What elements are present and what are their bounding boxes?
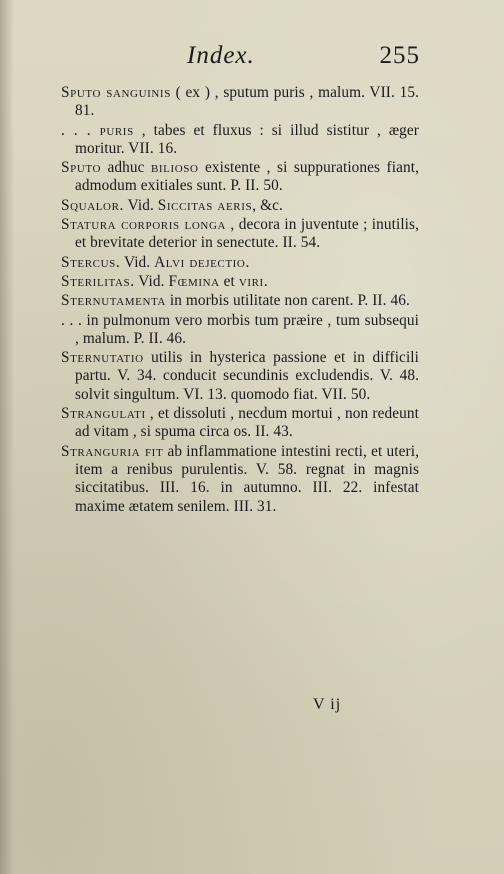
entry-lead: Sputo sanguinis (61, 84, 171, 101)
index-entry (61, 84, 419, 121)
index-entry (61, 443, 419, 516)
entry-lead: Sternutamenta (61, 292, 166, 310)
entry-text: . . . in pulmonum vero morbis tum præire , tum subsequi , malum. P. II. 46. (61, 311, 419, 347)
entry-text: , et dissoluti , necdum mortui , non redeunt ad vitam , si spuma circa os. II. 43. (75, 405, 419, 441)
signature-mark: V ij (313, 696, 342, 713)
entry-text: utilis in hysterica passione et in difficili partu. V. 34. conducit secundinis excludendis. V. 48. solvit singultum. VI. 13. quomodo fiat. VII. 50. (75, 349, 419, 403)
page-number: 255 (379, 42, 420, 69)
entry-lead-tertiary: viri. (238, 272, 269, 290)
index-entry (61, 292, 419, 310)
index-entry (61, 349, 419, 404)
entry-lead: Statura corporis longa (61, 216, 227, 234)
index-entry (61, 197, 419, 215)
index-entry (61, 216, 419, 253)
index-entry (61, 273, 419, 291)
entry-lead: . . . puris (61, 121, 134, 139)
entry-text: , tabes et fluxus : si illud sistitur , æger moritur. VII. 16. (75, 121, 419, 157)
entry-lead: Squalor. (61, 196, 124, 214)
index-text (61, 84, 419, 517)
entry-text: , decora in juventute ; inutilis, et brevitate deterior in senectute. II. 54. (75, 216, 420, 252)
index-entry (61, 312, 419, 349)
entry-text-secondary: existente , si suppurationes fiant, admodum exitiales sunt. P. II. 50. (75, 159, 419, 195)
entry-lead-secondary: Fœmina (168, 272, 220, 290)
page-header (62, 42, 420, 76)
entry-text: Vid. (123, 196, 158, 214)
entry-text: Vid. (120, 253, 155, 271)
entry-lead: Stranguria fit (61, 442, 164, 460)
index-entry (61, 122, 419, 159)
entry-lead: Strangulati (61, 405, 146, 423)
entry-text: in morbis utilitate non carent. P. II. 46. (165, 292, 410, 310)
entry-text: ( ex ) , sputum puris , malum. VII. 15. 81. (75, 84, 420, 120)
entry-text: ab inflammatione intestini recti, et uteri, item a renibus purulentis. V. 58. regnat in magnis siccitatibus. III. 16. in autumno. III. 22. infestat maxime ætatem senilem. III. 31. (75, 442, 420, 515)
entry-lead: Stercus. (61, 253, 121, 271)
entry-lead-secondary: Alvi dejectio. (154, 253, 250, 271)
entry-text-secondary: , &c. (252, 196, 283, 214)
index-entry (61, 254, 419, 272)
entry-text: Vid. (134, 272, 169, 290)
entry-lead-secondary: Siccitas aeris (157, 196, 253, 214)
running-title: Index. (187, 42, 255, 69)
entry-lead: Sternutatio (61, 349, 144, 367)
entry-lead: Sterilitas. (61, 272, 135, 290)
entry-text-secondary: et (219, 272, 239, 290)
index-entry (61, 405, 419, 442)
index-entry (61, 159, 419, 196)
entry-lead-secondary: bilioso (150, 159, 199, 177)
entry-text: adhuc (101, 159, 151, 177)
entry-lead: Sputo (61, 159, 102, 177)
